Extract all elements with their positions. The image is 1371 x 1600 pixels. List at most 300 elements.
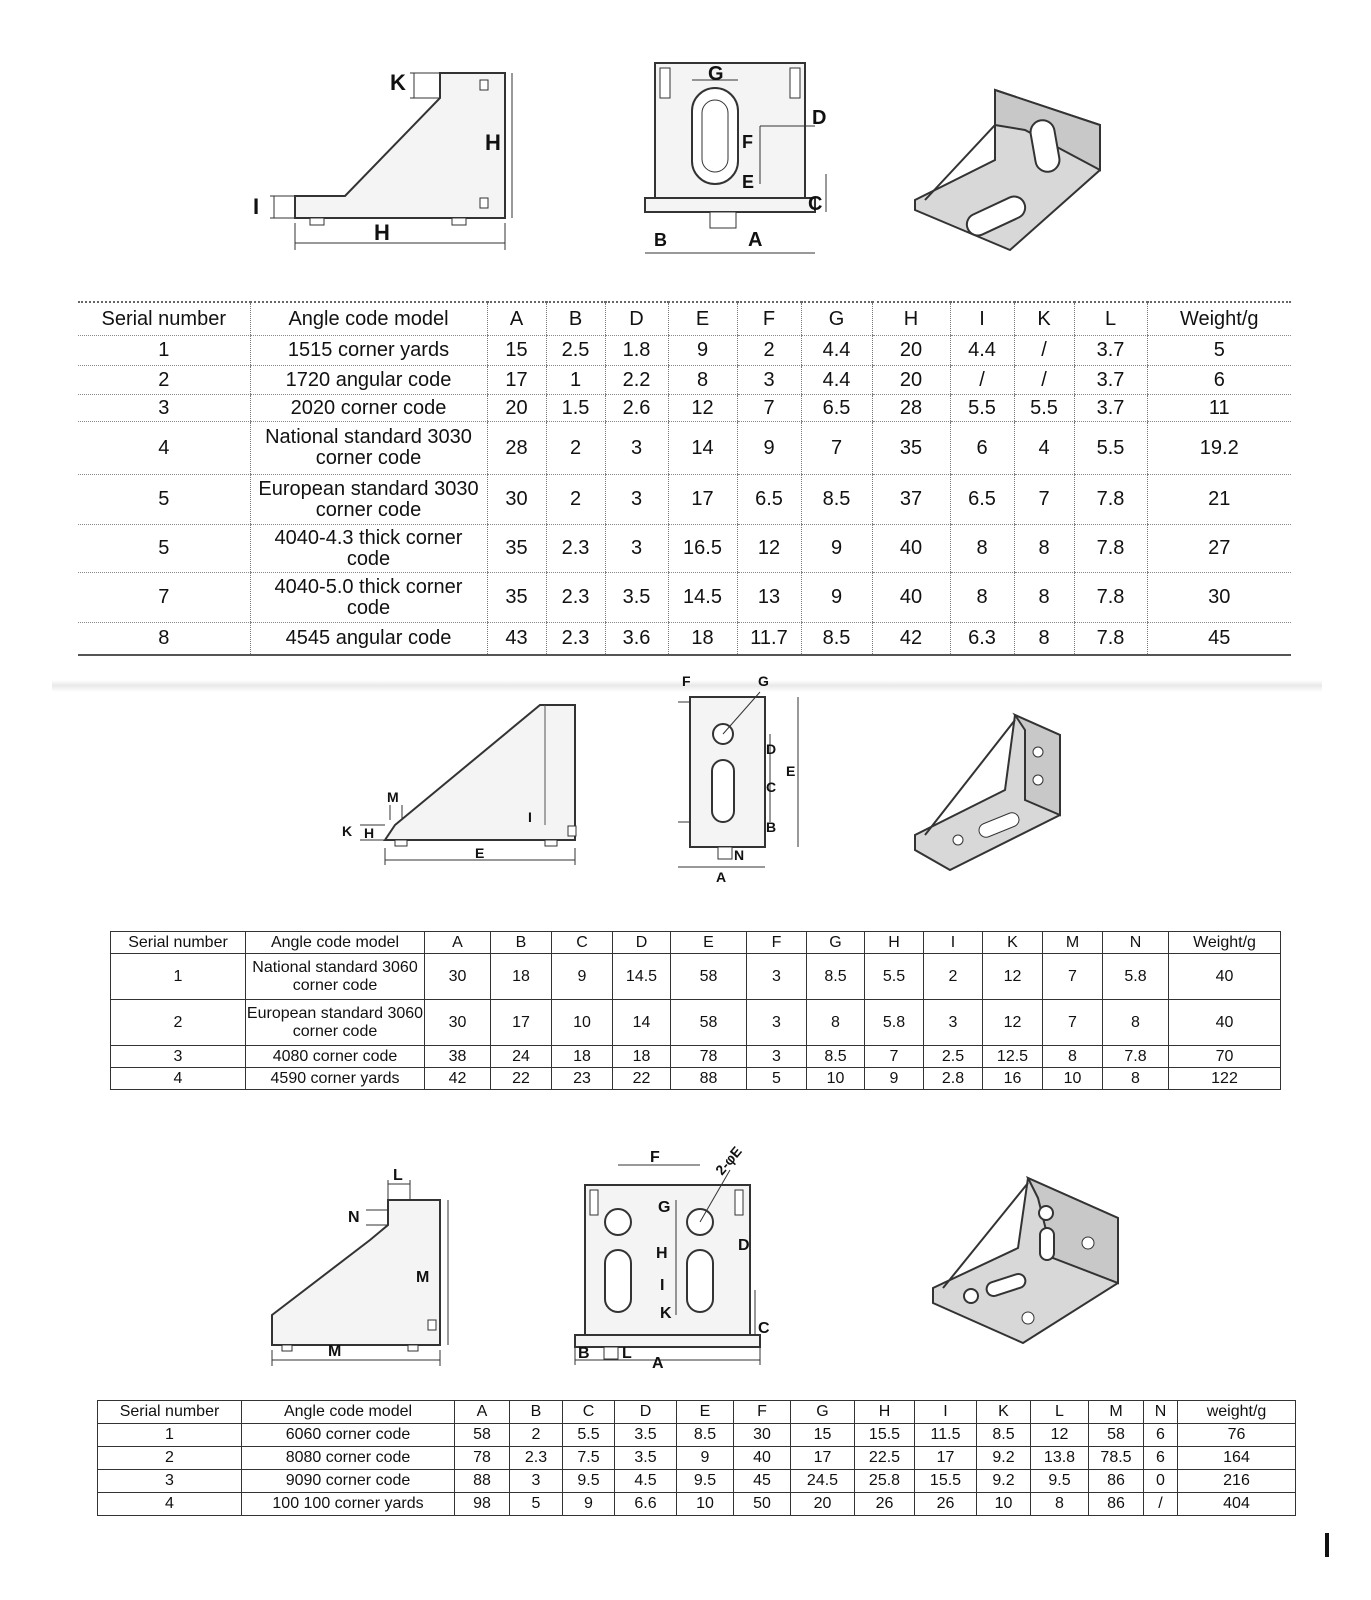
table-cell: 2020 corner code <box>250 395 487 422</box>
table-cell: 4 <box>1014 422 1074 475</box>
table-cell: 9.5 <box>677 1470 734 1493</box>
column-header: G <box>791 1401 855 1424</box>
dim-label-g: G <box>708 63 724 85</box>
table-cell: 9 <box>552 954 613 1000</box>
table-cell: 45 <box>1147 623 1291 655</box>
table-cell: 9.5 <box>563 1470 615 1493</box>
table-cell: 6 <box>1144 1424 1178 1447</box>
dim-label-h-vertical: H <box>485 130 501 155</box>
dim-label-d: D <box>766 741 777 757</box>
table-cell: 12 <box>983 1000 1043 1046</box>
dim-label-f: F <box>682 673 691 689</box>
dim-label-l: L <box>393 1167 403 1184</box>
table-cell: 8.5 <box>807 1046 865 1068</box>
table-cell: 2.3 <box>546 623 605 655</box>
table-cell: 1 <box>546 366 605 395</box>
table-cell: 3.7 <box>1074 336 1147 366</box>
column-header: K <box>983 932 1043 954</box>
table-cell: 58 <box>455 1424 510 1447</box>
column-header: I <box>924 932 983 954</box>
table-cell: 18 <box>552 1046 613 1068</box>
table-cell: 4.5 <box>615 1470 677 1493</box>
dim-label-n: N <box>348 1209 360 1226</box>
table-row <box>78 395 1291 422</box>
table-cell: 10 <box>977 1493 1031 1516</box>
table-header-row <box>78 302 1291 336</box>
column-header: Weight/g <box>1169 932 1281 954</box>
table-cell: 3.5 <box>615 1424 677 1447</box>
table-cell: 58 <box>671 1000 747 1046</box>
table-cell: 4 <box>98 1493 242 1516</box>
table-cell: 4080 corner code <box>246 1046 425 1068</box>
table-row <box>78 525 1291 573</box>
table-cell: 3 <box>737 366 801 395</box>
table-cell: National standard 3030 corner code <box>250 422 487 475</box>
table-cell: 2 <box>98 1447 242 1470</box>
table-cell: 8 <box>950 525 1014 573</box>
table-cell: 21 <box>1147 475 1291 525</box>
column-header: Serial number <box>111 932 246 954</box>
column-header: N <box>1144 1401 1178 1424</box>
column-header: M <box>1043 932 1103 954</box>
column-header: A <box>487 302 546 336</box>
table-cell: / <box>950 366 1014 395</box>
column-header: M <box>1089 1401 1144 1424</box>
table-cell: 20 <box>487 395 546 422</box>
bracket-1-3d-drawing <box>905 70 1135 270</box>
dim-label-f: F <box>742 132 753 152</box>
bracket-1-front-view <box>640 58 860 273</box>
table-cell: 9 <box>668 336 737 366</box>
table-cell: 30 <box>425 1000 491 1046</box>
bracket-2-3d-drawing <box>910 700 1110 880</box>
table-row <box>78 573 1291 623</box>
table-cell: 3 <box>747 1000 807 1046</box>
table-row <box>98 1447 1296 1470</box>
table-cell: 9.5 <box>1031 1470 1089 1493</box>
dim-label-h: H <box>656 1245 668 1262</box>
column-header: D <box>615 1401 677 1424</box>
table-cell: 40 <box>734 1447 791 1470</box>
column-header: L <box>1074 302 1147 336</box>
table-cell: 11 <box>1147 395 1291 422</box>
table-row <box>78 475 1291 525</box>
table-cell: 10 <box>677 1493 734 1516</box>
table-cell: 8 <box>950 573 1014 623</box>
table-cell: 22.5 <box>855 1447 915 1470</box>
table-cell: 9 <box>563 1493 615 1516</box>
table-cell: 11.5 <box>915 1424 977 1447</box>
spec-table-1 <box>78 301 1291 656</box>
table-cell: 30 <box>425 954 491 1000</box>
column-header: Angle code model <box>250 302 487 336</box>
table-cell: 6.3 <box>950 623 1014 655</box>
dim-label-a: A <box>716 869 727 885</box>
table-cell: 78.5 <box>1089 1447 1144 1470</box>
table-cell: 22 <box>491 1068 552 1090</box>
table-cell: 5.5 <box>1014 395 1074 422</box>
table-cell: 19.2 <box>1147 422 1291 475</box>
table-cell: 30 <box>734 1424 791 1447</box>
table-cell: 12 <box>737 525 801 573</box>
table-cell: 5 <box>1147 336 1291 366</box>
table-cell: 16.5 <box>668 525 737 573</box>
bracket-1-3d-view <box>905 70 1135 270</box>
table-row <box>98 1424 1296 1447</box>
table-cell: 26 <box>855 1493 915 1516</box>
table-cell: 2.2 <box>605 366 668 395</box>
dim-label-n: N <box>734 847 745 863</box>
bracket-2-3d-view <box>910 700 1110 880</box>
column-header: L <box>1031 1401 1089 1424</box>
spec-table-2 <box>110 931 1281 1090</box>
table-cell: 78 <box>671 1046 747 1068</box>
column-header: Angle code model <box>242 1401 455 1424</box>
table-cell: 2.5 <box>546 336 605 366</box>
dim-label-a: A <box>748 229 763 251</box>
table-cell: 12 <box>1031 1424 1089 1447</box>
column-header: F <box>747 932 807 954</box>
table-cell: 86 <box>1089 1470 1144 1493</box>
dim-label-b: B <box>578 1345 590 1362</box>
table-cell: 7.8 <box>1074 573 1147 623</box>
table-cell: 45 <box>734 1470 791 1493</box>
table-cell: 8 <box>1103 1068 1169 1090</box>
table-row <box>98 1493 1296 1516</box>
bracket-2-front-view <box>668 672 838 887</box>
table-cell: 1.8 <box>605 336 668 366</box>
dim-label-l: L <box>622 1345 632 1362</box>
table-cell: 3 <box>747 1046 807 1068</box>
table-cell: 8 <box>1014 573 1074 623</box>
table-cell: 35 <box>487 573 546 623</box>
bracket-1-side-view <box>240 58 540 273</box>
table-cell: 13 <box>737 573 801 623</box>
table-cell: 8.5 <box>677 1424 734 1447</box>
table-cell: 14.5 <box>668 573 737 623</box>
table-cell: 6.6 <box>615 1493 677 1516</box>
column-header: B <box>546 302 605 336</box>
table-cell: 88 <box>671 1068 747 1090</box>
table-cell: 3.7 <box>1074 366 1147 395</box>
table-cell: 8.5 <box>801 475 872 525</box>
column-header: weight/g <box>1178 1401 1296 1424</box>
table-cell: European standard 3060 corner code <box>246 1000 425 1046</box>
table-cell: 30 <box>487 475 546 525</box>
table-cell: 30 <box>1147 573 1291 623</box>
table-cell: 9.2 <box>977 1447 1031 1470</box>
table-cell: 7 <box>801 422 872 475</box>
bracket-3-side-view <box>240 1167 460 1380</box>
table-cell: 26 <box>915 1493 977 1516</box>
column-header: Serial number <box>78 302 250 336</box>
table-cell: 4040-5.0 thick corner code <box>250 573 487 623</box>
dim-label-e: E <box>786 763 796 779</box>
table-cell: 50 <box>734 1493 791 1516</box>
table-cell: 9 <box>865 1068 924 1090</box>
table-row <box>78 366 1291 395</box>
dim-label-g: G <box>758 673 769 689</box>
dim-label-2-phi-e: 2-φE <box>712 1143 745 1178</box>
table-cell: 8 <box>1014 525 1074 573</box>
table-cell: 3.5 <box>605 573 668 623</box>
table-cell: 3.7 <box>1074 395 1147 422</box>
table-cell: 7 <box>737 395 801 422</box>
table-cell: 14 <box>668 422 737 475</box>
table-cell: 7.8 <box>1074 623 1147 655</box>
table-cell: 1720 angular code <box>250 366 487 395</box>
table-cell: 2 <box>546 422 605 475</box>
table-cell: 2 <box>111 1000 246 1046</box>
table-cell: 40 <box>872 573 950 623</box>
column-header: K <box>1014 302 1074 336</box>
table-cell: 76 <box>1178 1424 1296 1447</box>
column-header: Weight/g <box>1147 302 1291 336</box>
table-cell: / <box>1014 366 1074 395</box>
dim-label-h-horizontal: H <box>374 220 390 245</box>
table-cell: 86 <box>1089 1493 1144 1516</box>
bracket-1-side-view-drawing <box>240 58 540 273</box>
table-cell: 404 <box>1178 1493 1296 1516</box>
table-cell: 8 <box>1014 623 1074 655</box>
table-cell: 8.5 <box>801 623 872 655</box>
dim-label-e: E <box>475 845 485 861</box>
dim-label-m-vertical: M <box>416 1269 430 1286</box>
table-cell: 5.5 <box>563 1424 615 1447</box>
table-cell: 42 <box>872 623 950 655</box>
table-cell: 3 <box>605 525 668 573</box>
table-cell: 2.3 <box>546 573 605 623</box>
column-header: B <box>510 1401 563 1424</box>
table-row <box>98 1470 1296 1493</box>
table-cell: 2 <box>546 475 605 525</box>
table-cell: 98 <box>455 1493 510 1516</box>
table-cell: 3 <box>747 954 807 1000</box>
table-cell: 7 <box>78 573 250 623</box>
bracket-2-side-view <box>340 690 600 890</box>
table-cell: 4545 angular code <box>250 623 487 655</box>
column-header: H <box>855 1401 915 1424</box>
table-cell: 7 <box>865 1046 924 1068</box>
table-cell: National standard 3060 corner code <box>246 954 425 1000</box>
table-cell: 5 <box>78 525 250 573</box>
table-cell: 4.4 <box>801 336 872 366</box>
dim-label-h: H <box>364 825 375 841</box>
column-header: E <box>668 302 737 336</box>
table-header-row <box>98 1401 1296 1424</box>
dim-label-f: F <box>650 1149 660 1166</box>
column-header: E <box>671 932 747 954</box>
table-cell: 17 <box>668 475 737 525</box>
table-cell: 7 <box>1014 475 1074 525</box>
dim-label-b: B <box>654 230 667 250</box>
column-header: G <box>801 302 872 336</box>
column-header: H <box>872 302 950 336</box>
table-row <box>111 1046 1281 1068</box>
table-cell: 5.5 <box>865 954 924 1000</box>
column-header: I <box>915 1401 977 1424</box>
table-cell: 3 <box>111 1046 246 1068</box>
text-cursor-mark <box>1325 1533 1329 1557</box>
table-cell: 23 <box>552 1068 613 1090</box>
table-cell: 4 <box>111 1068 246 1090</box>
spec-table-3 <box>97 1400 1296 1516</box>
table-cell: 37 <box>872 475 950 525</box>
table-cell: 42 <box>425 1068 491 1090</box>
table-cell: 1 <box>111 954 246 1000</box>
table-cell: 6.5 <box>737 475 801 525</box>
table-cell: 6060 corner code <box>242 1424 455 1447</box>
table-cell: 20 <box>872 366 950 395</box>
table-cell: 10 <box>552 1000 613 1046</box>
table-cell: 2 <box>737 336 801 366</box>
table-cell: 6 <box>1144 1447 1178 1470</box>
table-cell: 8 <box>668 366 737 395</box>
table-cell: 2 <box>510 1424 563 1447</box>
table-cell: 8.5 <box>977 1424 1031 1447</box>
table-cell: 9.2 <box>977 1470 1031 1493</box>
table-cell: 24 <box>491 1046 552 1068</box>
table-cell: 216 <box>1178 1470 1296 1493</box>
bracket-1-front-view-drawing <box>640 58 860 273</box>
table-row <box>111 954 1281 1000</box>
table-cell: 3 <box>924 1000 983 1046</box>
table-cell: 88 <box>455 1470 510 1493</box>
dim-label-d: D <box>812 107 827 129</box>
dim-label-a: A <box>652 1355 664 1372</box>
table-cell: 70 <box>1169 1046 1281 1068</box>
bracket-2-side-view-drawing <box>340 690 600 890</box>
table-row <box>78 623 1291 655</box>
table-cell: 7 <box>1043 1000 1103 1046</box>
table-cell: 18 <box>491 954 552 1000</box>
table-cell: 12 <box>668 395 737 422</box>
table-cell: 16 <box>983 1068 1043 1090</box>
table-row <box>78 422 1291 475</box>
table-cell: 122 <box>1169 1068 1281 1090</box>
table-cell: 8 <box>807 1000 865 1046</box>
table-cell: 9 <box>677 1447 734 1470</box>
bracket-3-3d-drawing <box>928 1168 1138 1358</box>
dim-label-c: C <box>758 1320 770 1337</box>
column-header: F <box>734 1401 791 1424</box>
column-header: Serial number <box>98 1401 242 1424</box>
table-cell: 4.4 <box>950 336 1014 366</box>
table-cell: 7.5 <box>563 1447 615 1470</box>
table-cell: 3 <box>98 1470 242 1493</box>
table-cell: / <box>1144 1493 1178 1516</box>
table-row <box>78 336 1291 366</box>
table-cell: 0 <box>1144 1470 1178 1493</box>
dim-label-i: I <box>253 194 260 219</box>
table-cell: 22 <box>613 1068 671 1090</box>
table-cell: 6.5 <box>950 475 1014 525</box>
dim-label-i: I <box>660 1277 665 1294</box>
table-cell: 1 <box>98 1424 242 1447</box>
table-cell: 6 <box>950 422 1014 475</box>
dim-label-m-horizontal: M <box>328 1343 342 1360</box>
table-cell: 20 <box>872 336 950 366</box>
table-cell: 17 <box>487 366 546 395</box>
table-cell: 58 <box>1089 1424 1144 1447</box>
table-cell: 5.8 <box>865 1000 924 1046</box>
table-cell: 20 <box>791 1493 855 1516</box>
dim-label-m: M <box>387 789 399 805</box>
table-cell: 3 <box>78 395 250 422</box>
dim-label-k: K <box>660 1305 672 1322</box>
table-cell: 3 <box>605 422 668 475</box>
table-cell: 8 <box>1043 1046 1103 1068</box>
table-cell: 40 <box>1169 954 1281 1000</box>
table-cell: 2.5 <box>924 1046 983 1068</box>
table-cell: 4040-4.3 thick corner code <box>250 525 487 573</box>
table-cell: 15.5 <box>855 1424 915 1447</box>
table-cell: 18 <box>613 1046 671 1068</box>
table-cell: 25.8 <box>855 1470 915 1493</box>
table-cell: 17 <box>791 1447 855 1470</box>
table-cell: 6.5 <box>801 395 872 422</box>
table-row <box>111 1068 1281 1090</box>
table-cell: 12.5 <box>983 1046 1043 1068</box>
table-cell: 8.5 <box>807 954 865 1000</box>
table-cell: 58 <box>671 954 747 1000</box>
bracket-2-front-view-drawing <box>668 672 838 887</box>
table-cell: 2.8 <box>924 1068 983 1090</box>
table-cell: European standard 3030 corner code <box>250 475 487 525</box>
table-cell: 11.7 <box>737 623 801 655</box>
table-cell: 15.5 <box>915 1470 977 1493</box>
table-cell: 28 <box>872 395 950 422</box>
table-cell: 9090 corner code <box>242 1470 455 1493</box>
table-row <box>111 1000 1281 1046</box>
column-header: D <box>605 302 668 336</box>
dim-label-b: B <box>766 819 777 835</box>
table-cell: 10 <box>1043 1068 1103 1090</box>
table-cell: 5 <box>510 1493 563 1516</box>
table-cell: 9 <box>801 573 872 623</box>
table-cell: 6 <box>1147 366 1291 395</box>
column-header: A <box>425 932 491 954</box>
table-cell: 5.5 <box>1074 422 1147 475</box>
column-header: D <box>613 932 671 954</box>
table-cell: 8080 corner code <box>242 1447 455 1470</box>
table-cell: 4 <box>78 422 250 475</box>
column-header: H <box>865 932 924 954</box>
dim-label-k: K <box>390 70 406 95</box>
table-cell: 1.5 <box>546 395 605 422</box>
table-cell: 2 <box>78 366 250 395</box>
column-header: C <box>563 1401 615 1424</box>
table-cell: 2.6 <box>605 395 668 422</box>
table-cell: 5 <box>747 1068 807 1090</box>
table-cell: 9 <box>801 525 872 573</box>
table-cell: 3.5 <box>615 1447 677 1470</box>
table-cell: 3 <box>605 475 668 525</box>
dim-label-i: I <box>528 809 532 825</box>
table-cell: 14.5 <box>613 954 671 1000</box>
dim-label-c: C <box>766 779 777 795</box>
bracket-3-side-view-drawing <box>240 1167 460 1380</box>
column-header: I <box>950 302 1014 336</box>
table-cell: 7.8 <box>1103 1046 1169 1068</box>
table-cell: 7.8 <box>1074 475 1147 525</box>
table-cell: 13.8 <box>1031 1447 1089 1470</box>
table-cell: 10 <box>807 1068 865 1090</box>
table-cell: 8 <box>78 623 250 655</box>
table-cell: 40 <box>872 525 950 573</box>
table-cell: 15 <box>791 1424 855 1447</box>
table-cell: 14 <box>613 1000 671 1046</box>
